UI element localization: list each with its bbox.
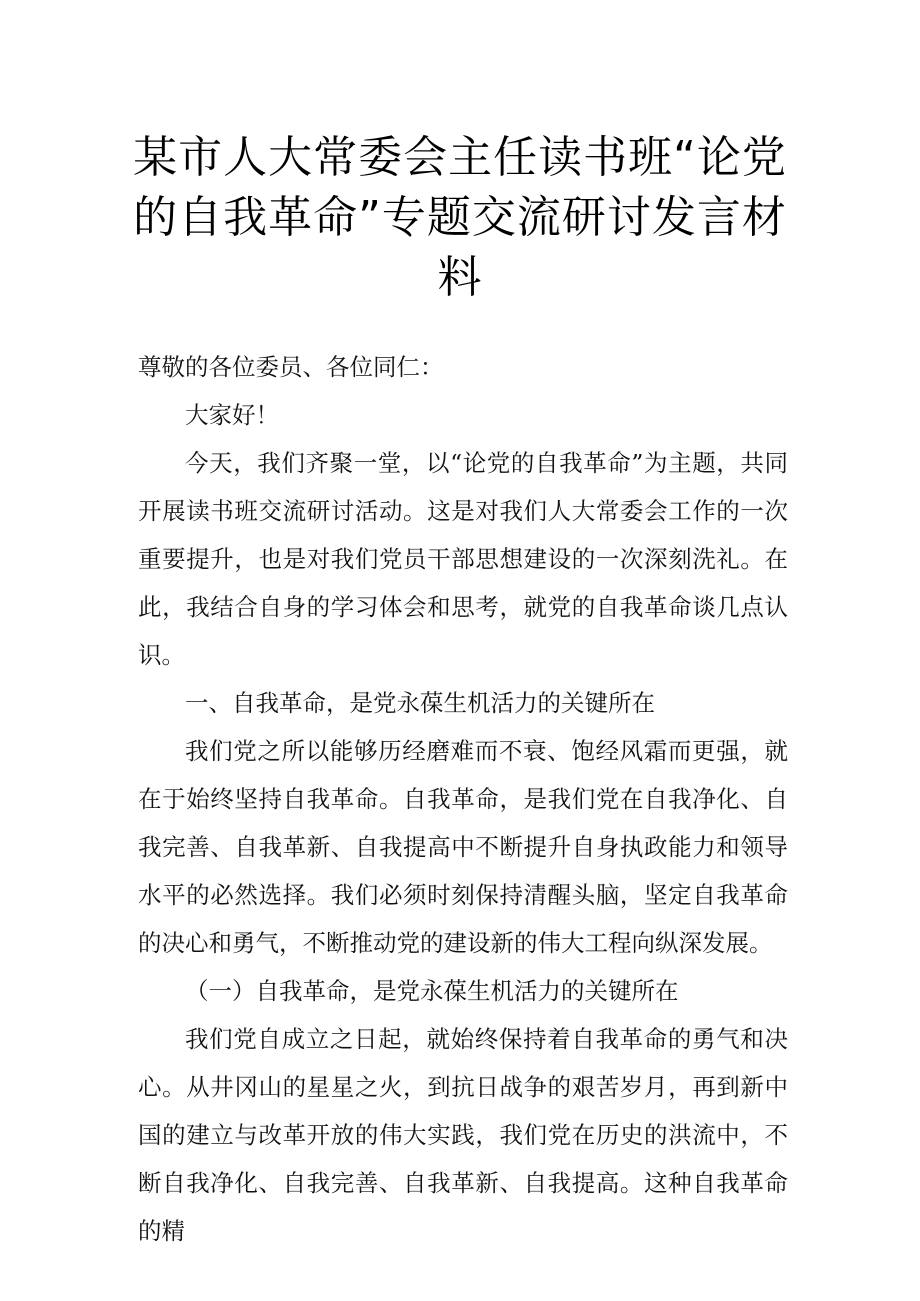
salutation: 尊敬的各位委员、各位同仁： — [138, 353, 444, 381]
intro-paragraph: 今天，我们齐聚一堂，以“论党的自我革命”为主题，共同开展读书班交流研讨活动。这是对我们人大常委会工作的一次重要提升，也是对我们党员干部思想建设的一次深刻洗礼。在此，我结合自身的学习体会和思考，就党的自我革命谈几点认识。 — [138, 449, 788, 669]
subsection-1-paragraph: 我们党自成立之日起，就始终保持着自我革命的勇气和决心。从井冈山的星星之火，到抗日战争的艰苦岁月，再到新中国的建立与改革开放的伟大实践，我们党在历史的洪流中，不断自我净化、自我完善、自我革新、自我提高。这种自我革命的精 — [138, 1025, 788, 1245]
section-heading-1: 一、自我革命，是党永葆生机活力的关键所在 — [185, 689, 655, 717]
section-1-paragraph: 我们党之所以能够历经磨难而不衰、饱经风霜而更强，就在于始终坚持自我革命。自我革命，是我们党在自我净化、自我完善、自我革新、自我提高中不断提升自身执政能力和领导水平的必然选择。我们必须时刻保持清醒头脑，坚定自我革命的决心和勇气，不断推动党的建设新的伟大工程向纵深发展。 — [138, 737, 788, 957]
title-line-3: 料 — [437, 252, 483, 303]
document-body — [138, 343, 788, 1255]
subsection-heading-1: （一）自我革命，是党永葆生机活力的关键所在 — [185, 977, 679, 1005]
document-title — [130, 128, 790, 308]
greeting: 大家好！ — [185, 401, 279, 429]
title-line-2: 的自我革命”专题交流研讨发言材 — [133, 192, 787, 243]
title-line-1: 某市人大常委会主任读书班“论党 — [133, 132, 787, 183]
